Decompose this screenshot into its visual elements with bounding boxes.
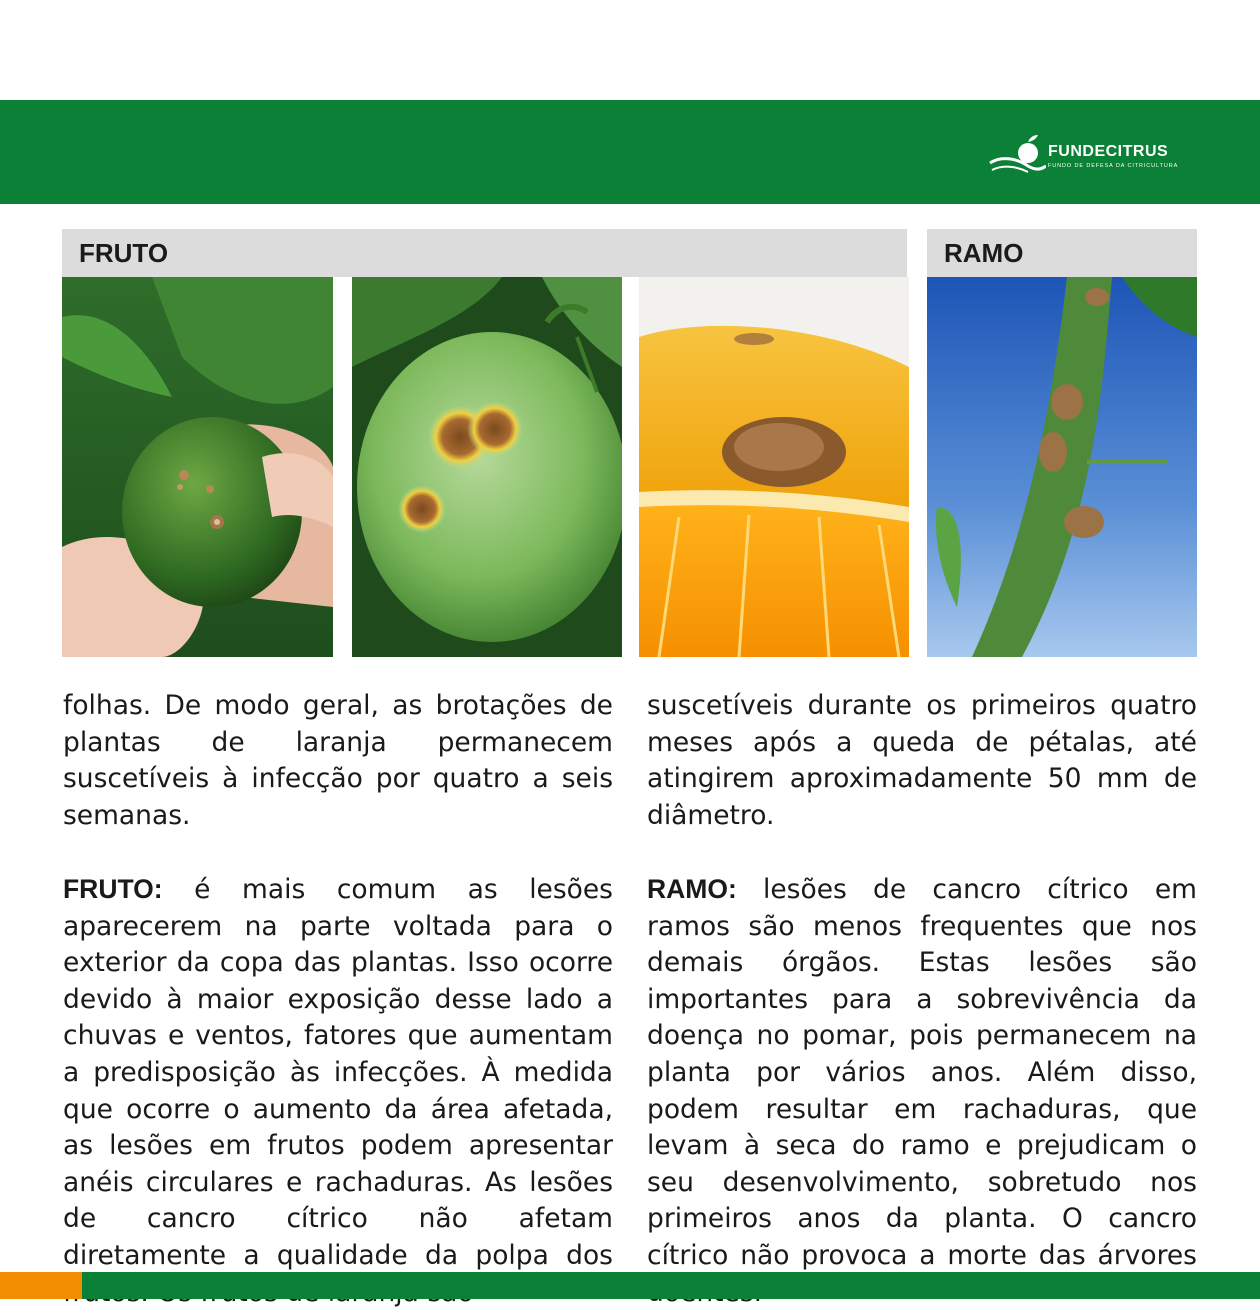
photo-orange-lesions [352, 277, 622, 657]
fruit-label: FRUTO [79, 238, 169, 268]
footer-band [82, 1272, 1260, 1299]
citrus-logo-icon [988, 133, 1046, 178]
brand-subtitle: FUNDO DE DEFESA DA CITRICULTURA [1048, 163, 1179, 169]
brand-name: FUNDECITRUS [1048, 143, 1169, 160]
fruit-paragraph [63, 871, 613, 1311]
left-text-column [63, 688, 613, 1311]
photo-fruit-in-hand [62, 277, 333, 657]
fruit-label-bar [62, 229, 907, 277]
right-text-column [647, 688, 1197, 1311]
branch-text: lesões de cancro cítrico em ramos são menos frequentes que nos demais órgãos. Estas lesões são importantes para a sobrevivência da doença no pomar, pois permanecem na planta por vários anos. Além disso, podem resultar em rachaduras, que levam à seca do ramo e prejudicam o seu desenvolvimento, sobretudo nos primeiros anos da planta. O cancro cítrico não provoca a morte das árvores [647, 873, 1197, 1271]
branch-paragraph [647, 871, 1197, 1311]
fruit-text: é mais comum as lesões aparecerem na parte voltada para o exterior da copa das plantas. Isso ocorre devido à maior exposição desse lado a chuvas e ventos, fatores que aumentam a predisposição às infecções. À medida que ocorre o aumento da área afetada, as lesões em frutos podem apresentar anéis circulares e rachaduras. As lesões de cancro cítrico não afetam diretamente a qualidade da polpa dos [63, 873, 613, 1271]
fruit-heading: FRUTO: [63, 873, 163, 904]
fundecitrus-logo [988, 133, 1203, 178]
branch-label: RAMO [944, 238, 1024, 268]
right-intro-paragraph: suscetíveis durante os primeiros quatro meses após a queda de pétalas, até atingirem aproximadamente 50 mm de diâmetro. [647, 690, 1197, 831]
photo-cut-orange [639, 277, 909, 657]
branch-label-bar [927, 229, 1197, 277]
left-intro-paragraph: folhas. De modo geral, as brotações de plantas de laranja permanecem suscetíveis à infecção por quatro a seis semanas. [63, 690, 613, 831]
footer-orange-tab [0, 1272, 82, 1299]
branch-heading: RAMO: [647, 873, 737, 904]
photo-branch-lesions [927, 277, 1197, 657]
